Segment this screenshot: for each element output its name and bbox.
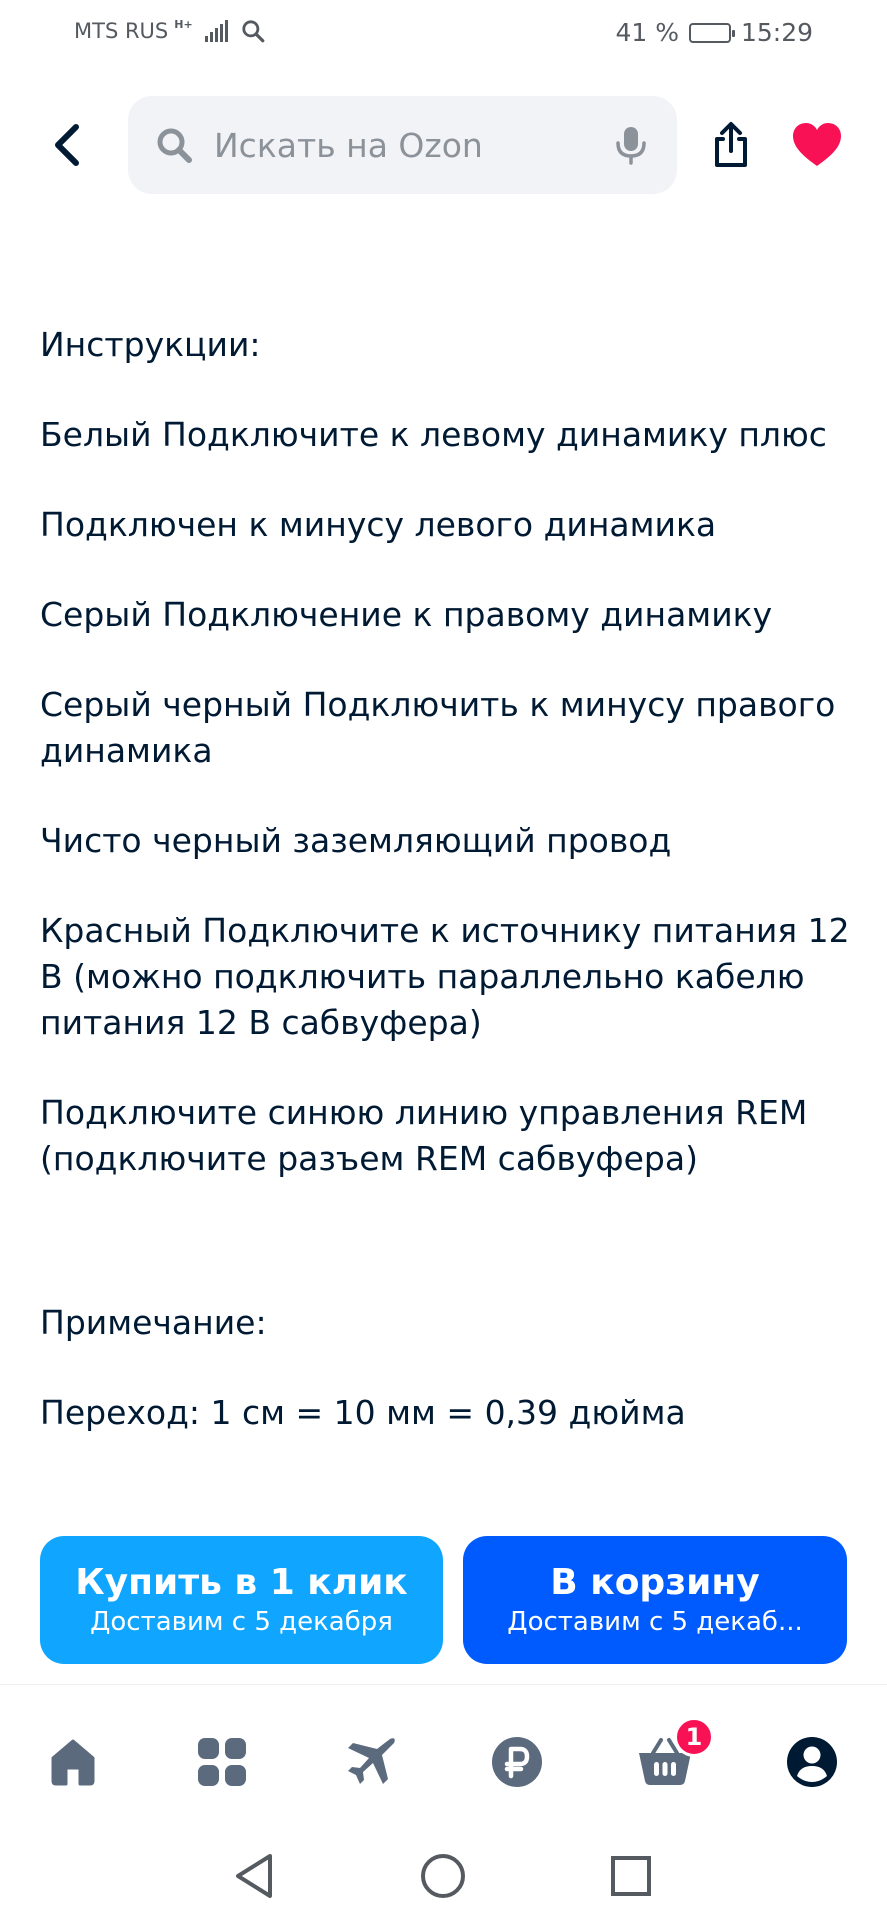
buy-one-click-button[interactable] <box>40 1536 443 1664</box>
purchase-actions <box>40 1536 847 1664</box>
description-paragraph: Подключен к минусу левого динамика <box>40 505 717 544</box>
nav-travel[interactable] <box>336 1727 406 1797</box>
heart-icon <box>791 122 843 168</box>
search-box[interactable] <box>128 96 677 194</box>
add-to-cart-label: В корзину <box>550 1562 760 1603</box>
share-icon <box>709 121 753 169</box>
description-paragraph: Красный Подключите к источнику питания 12 В (можно подключить параллельно кабелю питания 12 В сабвуфера) <box>40 911 850 1042</box>
ruble-icon <box>491 1736 543 1788</box>
buy-one-click-label: Купить в 1 клик <box>75 1562 408 1603</box>
header <box>0 96 887 194</box>
signal-icon <box>205 20 228 42</box>
back-button[interactable] <box>40 118 94 172</box>
carrier-name: MTS RUS <box>74 19 169 43</box>
add-to-cart-button[interactable] <box>463 1536 847 1664</box>
cart-badge: 1 <box>674 1717 714 1757</box>
search-input[interactable] <box>214 126 574 165</box>
system-home-button[interactable] <box>413 1846 473 1906</box>
description-paragraph: Подключите синюю линию управления REM (подключите разъем REM сабвуфера) <box>40 1093 808 1178</box>
search-icon <box>152 123 196 167</box>
home-icon <box>48 1738 98 1786</box>
nav-profile[interactable] <box>777 1727 847 1797</box>
description-paragraph: Чисто черный заземляющий провод <box>40 821 672 860</box>
nav-home[interactable] <box>38 1727 108 1797</box>
status-left <box>74 18 266 44</box>
buy-one-click-delivery: Доставим с 5 декабря <box>90 1607 393 1637</box>
square-recents-icon <box>609 1854 653 1898</box>
network-type: H+ <box>174 18 193 31</box>
search-status-icon <box>240 18 266 44</box>
battery-percent: 41 % <box>615 18 679 47</box>
status-right <box>615 18 813 47</box>
microphone-icon[interactable] <box>611 125 651 165</box>
system-recents-button[interactable] <box>601 1846 661 1906</box>
system-navigation <box>0 1834 887 1920</box>
favorite-button[interactable] <box>788 116 846 174</box>
clock: 15:29 <box>740 18 813 47</box>
triangle-back-icon <box>232 1852 276 1900</box>
system-back-button[interactable] <box>224 1846 284 1906</box>
chevron-left-icon <box>50 123 84 167</box>
status-bar <box>0 0 887 66</box>
bottom-navigation <box>0 1684 887 1834</box>
description-paragraph: Серый черный Подключить к минусу правого динамика <box>40 685 836 770</box>
catalog-icon <box>197 1737 247 1787</box>
nav-catalog[interactable] <box>187 1727 257 1797</box>
description-paragraph: Примечание: <box>40 1303 267 1342</box>
profile-icon <box>786 1736 838 1788</box>
travel-icon <box>344 1735 398 1789</box>
battery-icon <box>689 23 731 43</box>
circle-home-icon <box>419 1852 467 1900</box>
description-paragraph: Инструкции: <box>40 325 261 364</box>
product-description <box>40 322 860 1480</box>
nav-cart[interactable] <box>630 1723 703 1797</box>
share-button[interactable] <box>703 117 759 173</box>
description-paragraph: Серый Подключение к правому динамику <box>40 595 773 634</box>
description-paragraph: Белый Подключите к левому динамику плюс <box>40 415 827 454</box>
nav-finance[interactable] <box>482 1727 552 1797</box>
add-to-cart-delivery: Доставим с 5 декаб... <box>507 1607 803 1637</box>
description-paragraph: Переход: 1 см = 10 мм = 0,39 дюйма <box>40 1393 686 1432</box>
